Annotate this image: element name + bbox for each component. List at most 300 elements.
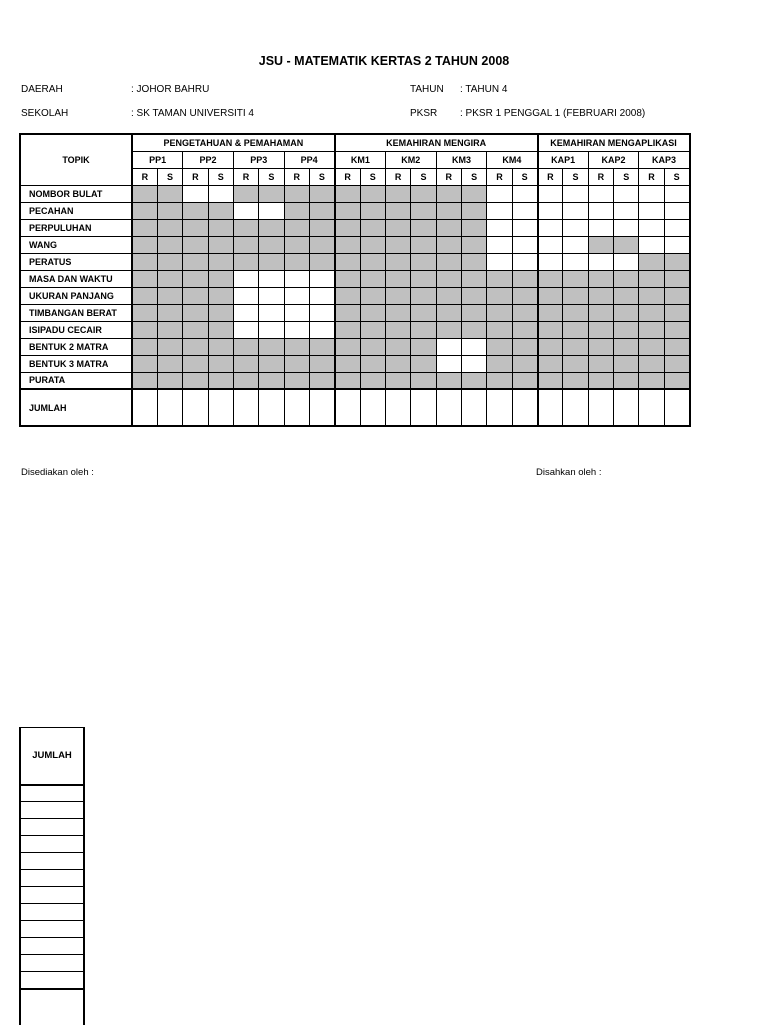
table-cell <box>664 338 689 355</box>
side-total-header: JUMLAH <box>20 728 84 785</box>
table-cell <box>335 355 360 372</box>
table-cell <box>233 287 258 304</box>
table-cell <box>461 202 486 219</box>
table-cell <box>512 219 537 236</box>
pksr-value: : PKSR 1 PENGGAL 1 (FEBRUARI 2008) <box>460 108 646 119</box>
table-cell <box>157 287 182 304</box>
table-row <box>20 185 690 202</box>
table-cell <box>436 338 461 355</box>
table-cell <box>639 287 664 304</box>
table-cell <box>157 321 182 338</box>
table-cell <box>385 185 410 202</box>
table-cell <box>309 372 334 389</box>
table-cell <box>360 355 385 372</box>
tahun-label: TAHUN <box>410 84 444 95</box>
table-cell <box>436 236 461 253</box>
table-cell <box>588 321 613 338</box>
table-cell <box>259 338 284 355</box>
table-cell <box>538 321 563 338</box>
table-cell <box>335 253 360 270</box>
table-cell <box>512 304 537 321</box>
table-cell <box>664 270 689 287</box>
table-row <box>20 304 690 321</box>
table-cell <box>284 321 309 338</box>
tahun-value: : TAHUN 4 <box>460 84 508 95</box>
topic-label: PURATA <box>20 372 132 389</box>
table-cell <box>385 219 410 236</box>
table-cell <box>512 202 537 219</box>
table-cell <box>208 372 233 389</box>
r-header: R <box>639 168 664 185</box>
table-cell <box>208 219 233 236</box>
r-header: R <box>132 168 157 185</box>
table-cell <box>309 338 334 355</box>
s-header: S <box>461 168 486 185</box>
table-cell <box>132 219 157 236</box>
side-total-table <box>19 727 85 1025</box>
table-cell <box>385 304 410 321</box>
table-cell <box>487 202 512 219</box>
table-cell <box>512 287 537 304</box>
table-cell <box>563 304 588 321</box>
topic-label: NOMBOR BULAT <box>20 185 132 202</box>
table-cell <box>360 219 385 236</box>
total-cell <box>512 389 537 426</box>
table-cell <box>284 202 309 219</box>
table-cell <box>639 185 664 202</box>
table-cell <box>538 304 563 321</box>
table-cell <box>614 219 639 236</box>
table-cell <box>208 202 233 219</box>
total-cell <box>385 389 410 426</box>
approved-by-label: Disahkan oleh : <box>536 467 602 478</box>
r-header: R <box>588 168 613 185</box>
table-cell <box>309 355 334 372</box>
table-cell <box>487 236 512 253</box>
table-cell <box>664 287 689 304</box>
table-cell <box>487 304 512 321</box>
table-cell <box>639 338 664 355</box>
table-cell <box>335 270 360 287</box>
group-header: PENGETAHUAN & PEMAHAMAN <box>132 134 335 151</box>
table-cell <box>614 202 639 219</box>
table-cell <box>436 270 461 287</box>
side-total-cell <box>20 921 84 938</box>
table-cell <box>208 185 233 202</box>
table-cell <box>487 321 512 338</box>
table-row <box>20 372 690 389</box>
table-cell <box>639 219 664 236</box>
table-cell <box>360 304 385 321</box>
table-cell <box>233 236 258 253</box>
table-cell <box>385 253 410 270</box>
table-cell <box>132 338 157 355</box>
group-header: KEMAHIRAN MENGIRA <box>335 134 538 151</box>
side-total-cell <box>20 819 84 836</box>
table-cell <box>183 253 208 270</box>
total-cell <box>309 389 334 426</box>
table-cell <box>614 304 639 321</box>
table-cell <box>309 287 334 304</box>
table-cell <box>614 338 639 355</box>
table-cell <box>664 355 689 372</box>
r-header: R <box>284 168 309 185</box>
table-cell <box>411 202 436 219</box>
table-cell <box>487 355 512 372</box>
table-cell <box>588 304 613 321</box>
table-cell <box>639 355 664 372</box>
table-cell <box>309 304 334 321</box>
table-cell <box>309 253 334 270</box>
table-cell <box>588 355 613 372</box>
table-cell <box>614 355 639 372</box>
table-cell <box>132 236 157 253</box>
table-cell <box>208 338 233 355</box>
r-header: R <box>335 168 360 185</box>
table-cell <box>512 185 537 202</box>
table-cell <box>563 287 588 304</box>
s-header: S <box>208 168 233 185</box>
table-cell <box>639 236 664 253</box>
table-cell <box>563 236 588 253</box>
table-cell <box>588 287 613 304</box>
topic-label: UKURAN PANJANG <box>20 287 132 304</box>
side-total-cell <box>20 836 84 853</box>
table-cell <box>132 185 157 202</box>
table-cell <box>259 321 284 338</box>
table-cell <box>538 253 563 270</box>
table-cell <box>614 321 639 338</box>
table-cell <box>183 372 208 389</box>
table-cell <box>360 372 385 389</box>
total-cell <box>563 389 588 426</box>
table-cell <box>639 202 664 219</box>
table-cell <box>588 253 613 270</box>
table-cell <box>411 372 436 389</box>
table-cell <box>132 304 157 321</box>
table-cell <box>132 355 157 372</box>
table-cell <box>512 270 537 287</box>
total-cell <box>360 389 385 426</box>
table-cell <box>284 338 309 355</box>
total-cell <box>411 389 436 426</box>
total-cell <box>664 389 689 426</box>
side-total-cell <box>20 972 84 989</box>
table-cell <box>538 372 563 389</box>
table-cell <box>538 202 563 219</box>
table-cell <box>461 304 486 321</box>
table-cell <box>233 304 258 321</box>
table-cell <box>183 355 208 372</box>
table-cell <box>309 270 334 287</box>
table-cell <box>664 219 689 236</box>
topic-label: BENTUK 2 MATRA <box>20 338 132 355</box>
table-cell <box>385 202 410 219</box>
table-row <box>20 338 690 355</box>
table-cell <box>233 185 258 202</box>
side-total-cell <box>20 785 84 802</box>
table-cell <box>487 219 512 236</box>
s-header: S <box>360 168 385 185</box>
table-cell <box>284 253 309 270</box>
table-cell <box>360 287 385 304</box>
table-cell <box>360 236 385 253</box>
table-cell <box>233 219 258 236</box>
table-cell <box>335 338 360 355</box>
table-cell <box>335 304 360 321</box>
table-cell <box>360 185 385 202</box>
table-cell <box>411 304 436 321</box>
construct-header: PP3 <box>233 151 284 168</box>
table-cell <box>208 253 233 270</box>
table-cell <box>385 338 410 355</box>
sekolah-label: SEKOLAH <box>21 108 69 119</box>
table-cell <box>639 304 664 321</box>
side-total-cell <box>20 938 84 955</box>
table-cell <box>639 270 664 287</box>
table-cell <box>512 355 537 372</box>
table-cell <box>538 270 563 287</box>
side-total-cell <box>20 853 84 870</box>
table-cell <box>512 372 537 389</box>
table-cell <box>360 321 385 338</box>
table-cell <box>183 304 208 321</box>
table-cell <box>664 321 689 338</box>
table-cell <box>664 236 689 253</box>
table-cell <box>538 185 563 202</box>
topic-label: WANG <box>20 236 132 253</box>
table-cell <box>436 321 461 338</box>
table-cell <box>360 338 385 355</box>
table-cell <box>487 253 512 270</box>
r-header: R <box>233 168 258 185</box>
table-cell <box>461 219 486 236</box>
table-cell <box>461 287 486 304</box>
table-cell <box>335 219 360 236</box>
table-cell <box>157 219 182 236</box>
daerah-value: : JOHOR BAHRU <box>131 84 210 95</box>
table-cell <box>614 253 639 270</box>
table-cell <box>335 185 360 202</box>
total-cell <box>436 389 461 426</box>
table-cell <box>284 355 309 372</box>
table-cell <box>512 253 537 270</box>
page-title: JSU - MATEMATIK KERTAS 2 TAHUN 2008 <box>258 54 510 68</box>
prepared-by-label: Disediakan oleh : <box>21 467 94 478</box>
s-header: S <box>664 168 689 185</box>
table-cell <box>563 270 588 287</box>
total-cell <box>487 389 512 426</box>
side-total-cell <box>20 887 84 904</box>
table-cell <box>132 287 157 304</box>
table-cell <box>411 185 436 202</box>
table-cell <box>664 304 689 321</box>
group-header: KEMAHIRAN MENGAPLIKASI <box>538 134 690 151</box>
table-cell <box>284 219 309 236</box>
table-cell <box>385 372 410 389</box>
table-cell <box>233 321 258 338</box>
side-total-cell <box>20 904 84 921</box>
table-cell <box>157 185 182 202</box>
table-cell <box>563 372 588 389</box>
table-cell <box>664 372 689 389</box>
table-cell <box>233 253 258 270</box>
table-cell <box>233 270 258 287</box>
table-cell <box>461 270 486 287</box>
table-cell <box>208 355 233 372</box>
topic-label: PERATUS <box>20 253 132 270</box>
table-cell <box>588 338 613 355</box>
table-cell <box>436 355 461 372</box>
r-header: R <box>385 168 410 185</box>
table-cell <box>183 185 208 202</box>
table-row <box>20 219 690 236</box>
topic-label: PERPULUHAN <box>20 219 132 236</box>
table-row <box>20 355 690 372</box>
table-cell <box>183 219 208 236</box>
table-cell <box>259 304 284 321</box>
table-cell <box>563 202 588 219</box>
table-cell <box>385 270 410 287</box>
total-cell <box>208 389 233 426</box>
construct-header: PP1 <box>132 151 183 168</box>
r-header: R <box>183 168 208 185</box>
table-cell <box>563 253 588 270</box>
table-cell <box>284 236 309 253</box>
table-cell <box>233 202 258 219</box>
table-cell <box>309 202 334 219</box>
table-cell <box>385 236 410 253</box>
table-cell <box>461 355 486 372</box>
table-cell <box>436 287 461 304</box>
table-cell <box>208 321 233 338</box>
table-cell <box>461 372 486 389</box>
construct-header: PP2 <box>183 151 234 168</box>
table-cell <box>183 202 208 219</box>
table-cell <box>436 253 461 270</box>
r-header: R <box>487 168 512 185</box>
table-cell <box>436 304 461 321</box>
table-cell <box>538 219 563 236</box>
table-row <box>20 202 690 219</box>
table-cell <box>183 236 208 253</box>
table-cell <box>411 287 436 304</box>
table-cell <box>360 270 385 287</box>
table-cell <box>183 338 208 355</box>
table-cell <box>335 321 360 338</box>
table-cell <box>588 270 613 287</box>
table-cell <box>309 236 334 253</box>
table-cell <box>487 287 512 304</box>
sekolah-value: : SK TAMAN UNIVERSITI 4 <box>131 108 254 119</box>
table-cell <box>512 321 537 338</box>
table-cell <box>538 287 563 304</box>
s-header: S <box>309 168 334 185</box>
construct-header: KAP2 <box>588 151 639 168</box>
table-cell <box>233 338 258 355</box>
table-cell <box>461 236 486 253</box>
total-cell <box>233 389 258 426</box>
table-cell <box>335 372 360 389</box>
total-cell <box>588 389 613 426</box>
table-cell <box>259 372 284 389</box>
total-cell <box>183 389 208 426</box>
table-cell <box>183 321 208 338</box>
table-cell <box>284 304 309 321</box>
table-cell <box>157 270 182 287</box>
total-cell <box>639 389 664 426</box>
table-row <box>20 253 690 270</box>
table-cell <box>588 185 613 202</box>
table-cell <box>436 219 461 236</box>
table-cell <box>512 338 537 355</box>
table-cell <box>309 219 334 236</box>
table-cell <box>132 321 157 338</box>
table-cell <box>487 372 512 389</box>
s-header: S <box>157 168 182 185</box>
table-cell <box>614 236 639 253</box>
table-cell <box>233 372 258 389</box>
total-cell <box>259 389 284 426</box>
table-cell <box>436 185 461 202</box>
table-cell <box>563 219 588 236</box>
table-cell <box>233 355 258 372</box>
table-row <box>20 321 690 338</box>
side-total-cell <box>20 870 84 887</box>
table-cell <box>284 287 309 304</box>
topic-label: BENTUK 3 MATRA <box>20 355 132 372</box>
table-cell <box>335 287 360 304</box>
table-row <box>20 270 690 287</box>
table-cell <box>461 338 486 355</box>
table-cell <box>157 253 182 270</box>
table-cell <box>132 372 157 389</box>
side-total-cell <box>20 955 84 972</box>
table-cell <box>588 372 613 389</box>
table-cell <box>639 253 664 270</box>
topic-label: MASA DAN WAKTU <box>20 270 132 287</box>
table-cell <box>259 355 284 372</box>
table-cell <box>461 253 486 270</box>
table-cell <box>183 287 208 304</box>
table-cell <box>563 355 588 372</box>
table-cell <box>259 219 284 236</box>
r-header: R <box>538 168 563 185</box>
table-cell <box>385 287 410 304</box>
table-cell <box>512 236 537 253</box>
construct-header: KAP3 <box>639 151 690 168</box>
table-cell <box>614 372 639 389</box>
table-cell <box>259 202 284 219</box>
table-cell <box>259 185 284 202</box>
r-header: R <box>436 168 461 185</box>
table-cell <box>588 236 613 253</box>
total-label: JUMLAH <box>20 389 132 426</box>
table-row <box>20 287 690 304</box>
table-cell <box>639 321 664 338</box>
table-cell <box>208 304 233 321</box>
topic-label: ISIPADU CECAIR <box>20 321 132 338</box>
s-header: S <box>259 168 284 185</box>
construct-header: KM1 <box>335 151 386 168</box>
s-header: S <box>563 168 588 185</box>
table-cell <box>385 355 410 372</box>
table-cell <box>208 270 233 287</box>
table-cell <box>563 185 588 202</box>
table-cell <box>664 185 689 202</box>
construct-header: KM2 <box>385 151 436 168</box>
table-cell <box>664 253 689 270</box>
